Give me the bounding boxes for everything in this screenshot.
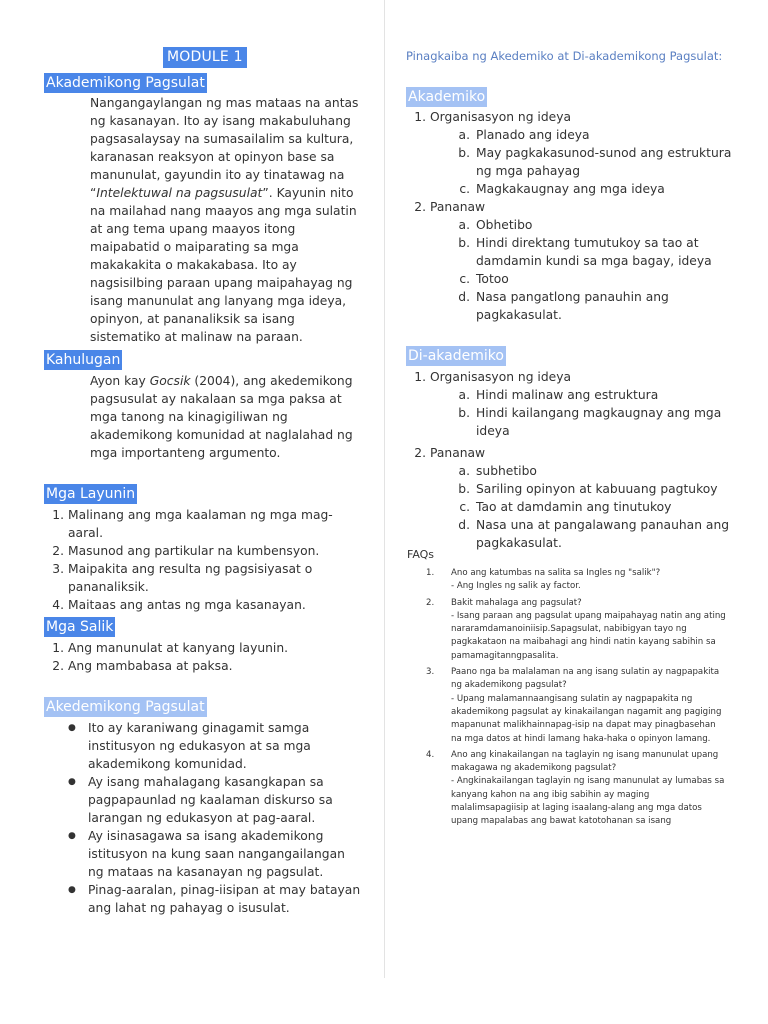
heading-faqs: FAQs bbox=[407, 548, 435, 561]
list-item: 1. Ang manunulat at kanyang layunin. bbox=[52, 641, 289, 655]
sublist-item: b. Sariling opinyon at kabuuang pagtukoy bbox=[458, 482, 718, 496]
sublist-item: b. Hindi kailangang magkaugnay ang mga ideya bbox=[458, 406, 722, 438]
heading-akedemikong-pagsulat: Akedemikong Pagsulat bbox=[46, 699, 205, 715]
list-item: ● Ay isang mahalagang kasangkapan sa pagpapaunlad ng kaalaman diskurso sa larangan ng edukasyon at pag-aaral. bbox=[68, 775, 333, 825]
list-akedemikong-pagsulat bbox=[64, 719, 362, 917]
list-item: 4. Maitaas ang antas ng mga kasanayan. bbox=[52, 598, 306, 612]
paragraph-akademikong-pagsulat: Nangangaylangan ng mas mataas na antas ng kasanayan. Ito ay isang makabuluhang pagsasalaysay na sumasailalim sa kultura, karanasan reaksyon at opinyon base sa manunulat, gayundin ito ay tinatawag na “Intelektuwal na pagsusulat”. Kayunin nito na mailahad nang maayos ang mga sulatin at ang tema upang maayos itong maipabatid o maiparating sa mga makakakita o makakabasa. Ito ay nagsisilbing paraan upang maipahayag ng isang manunulat ang lanyang mga ideya, opinyon, at pananaliksik sa isang sistematiko at malinaw na paraan. bbox=[90, 96, 359, 344]
heading-akademiko: Akademiko bbox=[408, 89, 486, 105]
list-item: 2. Pananaw a. Obhetibo b. Hindi direktang tumutukoy sa tao at damdamin kundi sa mga bagay, ideya c. Totoo d. Nasa pangatlong panauhin ang pagkakasulat. bbox=[406, 198, 746, 324]
heading-mga-layunin: Mga Layunin bbox=[46, 486, 136, 502]
heading-akademikong-pagsulat: Akademikong Pagsulat bbox=[46, 75, 205, 91]
list-item: ● Ay isinasagawa sa isang akademikong istitusyon na kung saan nangangailangan ng mataas na kasanayan ng pagsulat. bbox=[68, 829, 345, 879]
sublist bbox=[454, 386, 746, 440]
list-faqs bbox=[406, 567, 726, 829]
list-item: 2. Pananaw a. subhetibo b. Sariling opinyon at kabuuang pagtukoy c. Tao at damdamin ang tinutukoy d. Nasa una at pangalawang panauhan ang pagkakasulat. bbox=[406, 444, 746, 552]
sublist-item: b. May pagkakasunod-sunod ang estruktura ng mga pahayag bbox=[458, 146, 732, 178]
list-akademiko bbox=[406, 108, 746, 324]
sublist-item: a. Planado ang ideya bbox=[458, 128, 590, 142]
faq-item: 4. Ano ang kinakailangan na taglayin ng isang manunulat upang makagawa ng akademikong pagsulat? - Angkinakailangan taglayin ng isang manunulat ay lumabas sa kanyang kahon na ang ibig sabihin ay maging malalimsapagiisip at laging isaalang-alang ang mga datos upang mapalabas ang bawat katotohanan sa isang bbox=[426, 749, 725, 827]
module-title: MODULE 1 bbox=[163, 47, 247, 68]
list-item: ● Ito ay karaniwang ginagamit samga institusyon ng edukasyon at sa mga akademikong komunidad. bbox=[68, 721, 311, 771]
sublist-item: a. Hindi malinaw ang estruktura bbox=[458, 388, 659, 402]
faq-item: 1. Ano ang katumbas na salita sa Ingles ng "salik"? - Ang Ingles ng salik ay factor. bbox=[426, 568, 661, 592]
sublist-item: d. Nasa una at pangalawang panauhan ang pagkakasulat. bbox=[458, 518, 730, 550]
sublist-item: d. Nasa pangatlong panauhin ang pagkakasulat. bbox=[458, 290, 669, 322]
list-item: 1. Organisasyon ng ideya a. Hindi malinaw ang estruktura b. Hindi kailangang magkaugnay ang mga ideya bbox=[406, 368, 746, 440]
sublist-item: c. Totoo bbox=[459, 272, 509, 286]
list-item: ● Pinag-aaralan, pinag-iisipan at may batayan ang lahat ng pahayag o isusulat. bbox=[68, 883, 361, 915]
list-item: 2. Masunod ang partikular na kumbensyon. bbox=[52, 544, 320, 558]
comparison-title: Pinagkaiba ng Akedemiko at Di-akademikong Pagsulat: bbox=[406, 49, 723, 63]
column-divider bbox=[384, 0, 385, 978]
heading-mga-salik: Mga Salik bbox=[46, 619, 114, 635]
heading-di-akademiko: Di-akademiko bbox=[408, 348, 504, 364]
sublist bbox=[454, 126, 746, 198]
sublist bbox=[454, 462, 746, 552]
list-mga-salik bbox=[44, 639, 362, 675]
sublist-item: a. subhetibo bbox=[458, 464, 537, 478]
sublist-item: c. Magkakaugnay ang mga ideya bbox=[459, 182, 665, 196]
faq-item: 2. Bakit mahalaga ang pagsulat? - Isang paraan ang pagsulat upang maipahayag natin ang ating nararamdamanoiniisip.Sapagsulat, nabibigyan tayo ng pagkakataon na maibahagi ang hindi natin kayang sabihin sa pamamagitanngpasalita. bbox=[426, 597, 726, 661]
sublist-item: b. Hindi direktang tumutukoy sa tao at damdamin kundi sa mga bagay, ideya bbox=[458, 236, 712, 268]
list-item: 1. Organisasyon ng ideya a. Planado ang ideya b. May pagkakasunod-sunod ang estruktura ng mga pahayag c. Magkakaugnay ang mga ideya bbox=[406, 108, 746, 198]
list-item: 3. Maipakita ang resulta ng pagsisiyasat o pananaliksik. bbox=[52, 562, 313, 594]
heading-kahulugan: Kahulugan bbox=[46, 352, 121, 368]
list-item: 2. Ang mambabasa at paksa. bbox=[52, 659, 233, 673]
sublist-item: c. Tao at damdamin ang tinutukoy bbox=[459, 500, 672, 514]
list-mga-layunin bbox=[44, 506, 362, 614]
sublist-item: a. Obhetibo bbox=[458, 218, 533, 232]
faq-item: 3. Paano nga ba malalaman na ang isang sulatin ay nagpapakita ng akademikong pagsulat? - Upang malamannaangisang sulatin ay nagpapakita ng akademikong pagsulat ay kinakailangan nagamit ang pagiging mapanunat malikhainnapag-isip na dapat may pinagbasehan na mga datos at hindi lamang haka-haka o opinyon lamang. bbox=[426, 667, 722, 744]
paragraph-kahulugan: Ayon kay Gocsik (2004), ang akedemikong pagsusulat ay nakalaan sa mga paksa at mga tanong na kinagigiliwan ng akademikong komunidad at naglalahad ng mga importanteng argumento. bbox=[90, 374, 353, 460]
list-item: 1. Malinang ang mga kaalaman ng mga mag-aaral. bbox=[52, 508, 333, 540]
list-di-akademiko bbox=[406, 368, 746, 552]
sublist bbox=[454, 216, 746, 324]
